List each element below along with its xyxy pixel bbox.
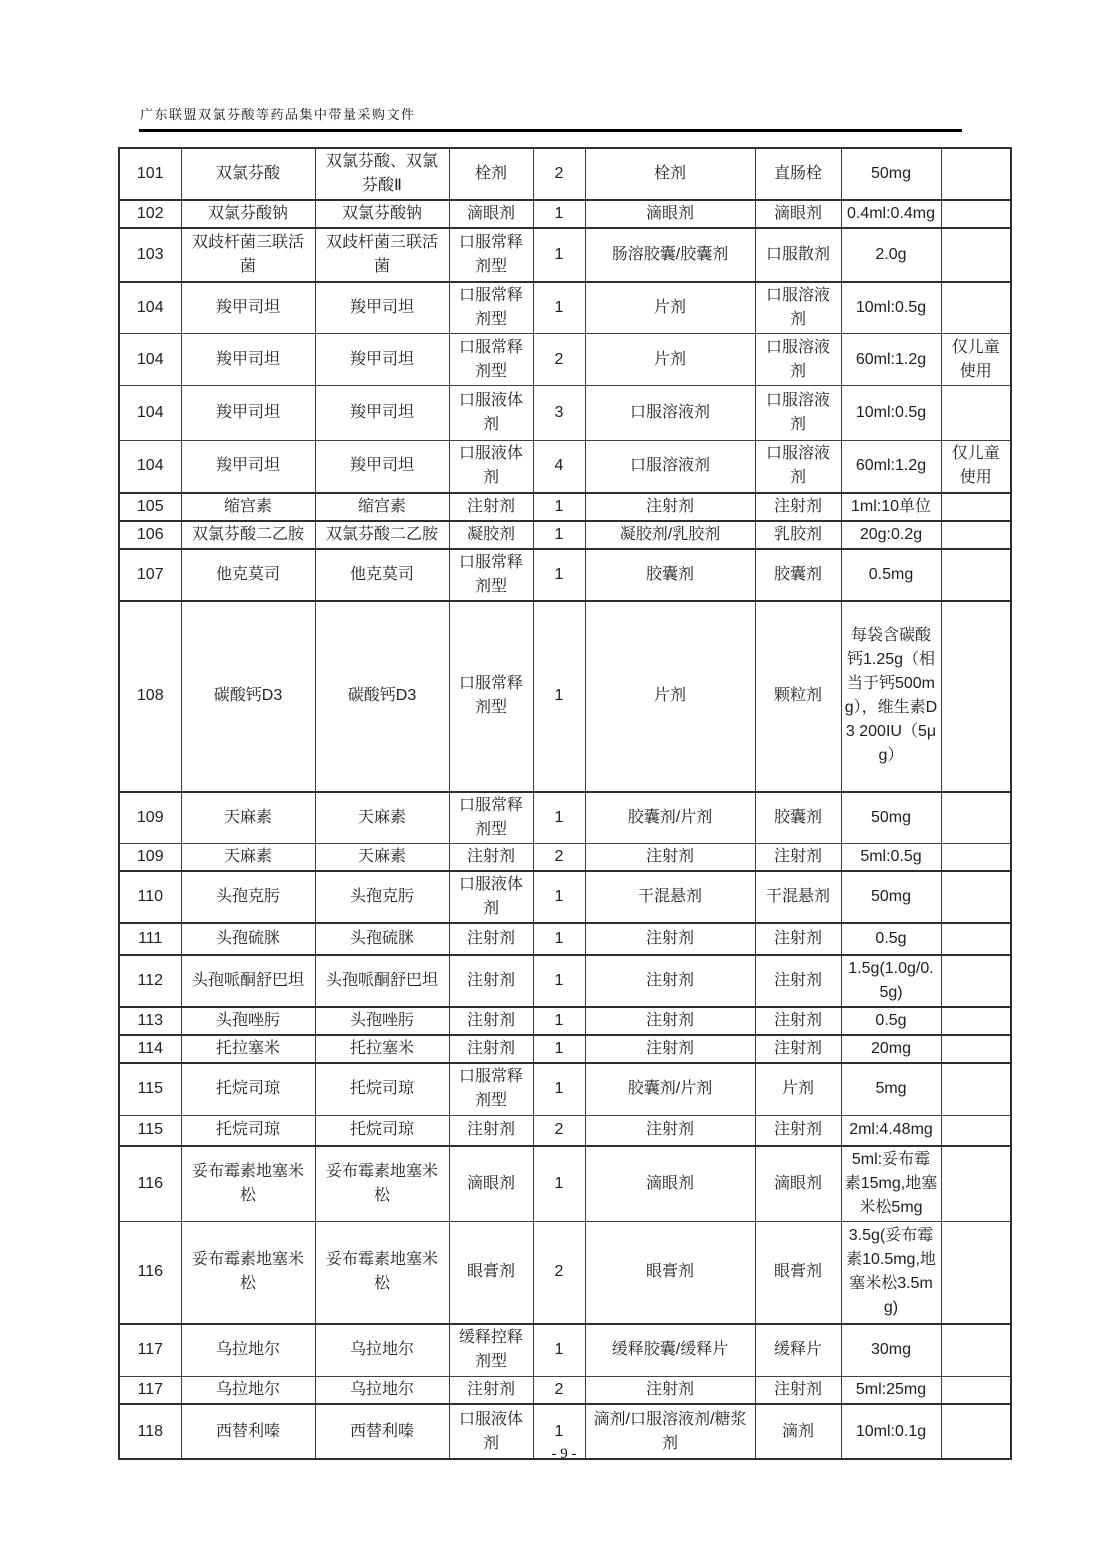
cell-sub_form: 口服溶液剂 [755,334,841,386]
cell-sub_form: 注射剂 [755,1035,841,1063]
cell-form_category: 注射剂 [449,955,533,1007]
cell-remark [941,521,1011,549]
cell-spec: 0.5mg [841,549,941,601]
table-row [119,1007,1011,1035]
table-row [119,493,1011,521]
cell-name2: 羧甲司坦 [315,282,449,334]
cell-name: 他克莫司 [181,549,315,601]
cell-seq: 1 [533,955,585,1007]
cell-remark [941,923,1011,955]
cell-name2: 双歧杆菌三联活菌 [315,228,449,282]
cell-seq: 1 [533,1146,585,1222]
cell-form: 干混悬剂 [585,871,755,923]
cell-form_category: 注射剂 [449,493,533,521]
cell-remark [941,1377,1011,1405]
cell-name2: 托烷司琼 [315,1063,449,1116]
table-row [119,871,1011,923]
cell-form: 注射剂 [585,923,755,955]
cell-remark [941,843,1011,871]
table-row [119,228,1011,282]
cell-form: 口服溶液剂 [585,386,755,441]
cell-remark [941,1116,1011,1146]
cell-no: 102 [119,200,181,228]
cell-sub_form: 口服溶液剂 [755,441,841,493]
cell-no: 104 [119,334,181,386]
cell-name: 双歧杆菌三联活菌 [181,228,315,282]
cell-name: 天麻素 [181,843,315,871]
cell-remark [941,386,1011,441]
cell-form_category: 口服常释剂型 [449,282,533,334]
cell-form_category: 注射剂 [449,1116,533,1146]
cell-no: 104 [119,441,181,493]
cell-seq: 2 [533,1116,585,1146]
cell-name2: 羧甲司坦 [315,334,449,386]
cell-no: 105 [119,493,181,521]
cell-form: 注射剂 [585,1035,755,1063]
cell-spec: 50mg [841,148,941,200]
cell-seq: 1 [533,601,585,792]
cell-form: 胶囊剂/片剂 [585,792,755,844]
cell-no: 101 [119,148,181,200]
cell-remark [941,1324,1011,1377]
cell-name: 头孢唑肟 [181,1007,315,1035]
table-row [119,200,1011,228]
cell-sub_form: 胶囊剂 [755,792,841,844]
cell-name2: 妥布霉素地塞米松 [315,1222,449,1324]
cell-remark [941,1007,1011,1035]
cell-form: 注射剂 [585,1116,755,1146]
cell-remark [941,1146,1011,1222]
table-row [119,1116,1011,1146]
table-row [119,441,1011,493]
table-row [119,1063,1011,1116]
cell-name: 西替利嗪 [181,1404,315,1459]
cell-seq: 1 [533,1007,585,1035]
cell-sub_form: 滴剂 [755,1404,841,1459]
cell-form: 胶囊剂/片剂 [585,1063,755,1116]
cell-seq: 1 [533,923,585,955]
cell-spec: 5mg [841,1063,941,1116]
cell-sub_form: 注射剂 [755,955,841,1007]
document-header-title: 广东联盟双氯芬酸等药品集中带量采购文件 [140,107,416,122]
cell-name2: 西替利嗪 [315,1404,449,1459]
cell-no: 104 [119,282,181,334]
cell-form: 注射剂 [585,955,755,1007]
cell-seq: 2 [533,1222,585,1324]
cell-remark [941,1222,1011,1324]
cell-spec: 每袋含碳酸钙1.25g（相当于钙500mg），维生素D3 200IU（5μg） [841,601,941,792]
cell-spec: 50mg [841,871,941,923]
cell-name: 托烷司琼 [181,1063,315,1116]
page-number: - 9 - [551,1446,577,1462]
cell-remark [941,148,1011,200]
cell-no: 108 [119,601,181,792]
cell-form: 口服溶液剂 [585,441,755,493]
cell-sub_form: 注射剂 [755,493,841,521]
cell-form_category: 注射剂 [449,1035,533,1063]
cell-name: 头孢克肟 [181,871,315,923]
cell-spec: 5ml:妥布霉素15mg,地塞米松5mg [841,1146,941,1222]
cell-form_category: 滴眼剂 [449,1146,533,1222]
cell-name2: 天麻素 [315,843,449,871]
cell-sub_form: 口服溶液剂 [755,282,841,334]
table-row [119,601,1011,792]
cell-remark [941,871,1011,923]
cell-spec: 60ml:1.2g [841,441,941,493]
cell-seq: 1 [533,282,585,334]
cell-no: 109 [119,843,181,871]
cell-name: 托拉塞米 [181,1035,315,1063]
table-row [119,282,1011,334]
cell-spec: 10ml:0.1g [841,1404,941,1459]
cell-form_category: 注射剂 [449,923,533,955]
cell-form_category: 口服液体剂 [449,1404,533,1459]
cell-name2: 羧甲司坦 [315,441,449,493]
cell-sub_form: 滴眼剂 [755,200,841,228]
cell-name2: 羧甲司坦 [315,386,449,441]
cell-seq: 2 [533,1377,585,1405]
cell-no: 112 [119,955,181,1007]
cell-seq: 1 [533,1404,585,1459]
cell-form_category: 栓剂 [449,148,533,200]
cell-no: 106 [119,521,181,549]
cell-form: 片剂 [585,334,755,386]
cell-name: 碳酸钙D3 [181,601,315,792]
cell-form: 栓剂 [585,148,755,200]
cell-name2: 天麻素 [315,792,449,844]
cell-name: 乌拉地尔 [181,1324,315,1377]
cell-seq: 1 [533,228,585,282]
cell-name2: 双氯芬酸钠 [315,200,449,228]
cell-form_category: 注射剂 [449,843,533,871]
cell-form_category: 口服常释剂型 [449,228,533,282]
cell-remark [941,792,1011,844]
cell-seq: 1 [533,1063,585,1116]
cell-form_category: 凝胶剂 [449,521,533,549]
cell-sub_form: 注射剂 [755,843,841,871]
cell-seq: 2 [533,148,585,200]
cell-remark [941,549,1011,601]
cell-form: 片剂 [585,601,755,792]
table-row [119,1222,1011,1324]
cell-no: 107 [119,549,181,601]
cell-no: 110 [119,871,181,923]
cell-sub_form: 注射剂 [755,923,841,955]
cell-name: 妥布霉素地塞米松 [181,1222,315,1324]
cell-form_category: 缓释控释剂型 [449,1324,533,1377]
cell-spec: 20g:0.2g [841,521,941,549]
cell-spec: 1ml:10单位 [841,493,941,521]
cell-name: 乌拉地尔 [181,1377,315,1405]
table-row [119,148,1011,200]
cell-name: 羧甲司坦 [181,334,315,386]
cell-name: 双氯芬酸二乙胺 [181,521,315,549]
table-row [119,549,1011,601]
cell-spec: 0.4ml:0.4mg [841,200,941,228]
cell-form: 注射剂 [585,843,755,871]
cell-sub_form: 注射剂 [755,1116,841,1146]
cell-sub_form: 眼膏剂 [755,1222,841,1324]
cell-name: 双氯芬酸 [181,148,315,200]
cell-form: 肠溶胶囊/胶囊剂 [585,228,755,282]
table-row [119,334,1011,386]
cell-no: 109 [119,792,181,844]
cell-name2: 头孢硫脒 [315,923,449,955]
table-row [119,923,1011,955]
cell-no: 118 [119,1404,181,1459]
cell-remark [941,282,1011,334]
cell-name2: 托拉塞米 [315,1035,449,1063]
cell-spec: 2ml:4.48mg [841,1116,941,1146]
cell-sub_form: 直肠栓 [755,148,841,200]
cell-sub_form: 片剂 [755,1063,841,1116]
cell-name2: 妥布霉素地塞米松 [315,1146,449,1222]
cell-sub_form: 胶囊剂 [755,549,841,601]
cell-name2: 乌拉地尔 [315,1377,449,1405]
header-rule [139,129,962,132]
cell-form_category: 口服常释剂型 [449,334,533,386]
cell-remark [941,955,1011,1007]
cell-form_category: 口服常释剂型 [449,601,533,792]
cell-form_category: 口服液体剂 [449,441,533,493]
cell-name2: 头孢唑肟 [315,1007,449,1035]
cell-name2: 双氯芬酸二乙胺 [315,521,449,549]
cell-seq: 1 [533,493,585,521]
cell-no: 103 [119,228,181,282]
cell-no: 115 [119,1063,181,1116]
cell-form_category: 注射剂 [449,1377,533,1405]
table-row [119,1324,1011,1377]
cell-seq: 1 [533,200,585,228]
cell-seq: 1 [533,792,585,844]
cell-spec: 3.5g(妥布霉素10.5mg,地塞米松3.5mg) [841,1222,941,1324]
cell-sub_form: 缓释片 [755,1324,841,1377]
cell-no: 117 [119,1324,181,1377]
cell-form: 注射剂 [585,1007,755,1035]
cell-seq: 1 [533,1035,585,1063]
table-row [119,386,1011,441]
table-row [119,1146,1011,1222]
cell-form_category: 口服液体剂 [449,386,533,441]
cell-seq: 2 [533,334,585,386]
cell-no: 104 [119,386,181,441]
cell-sub_form: 滴眼剂 [755,1146,841,1222]
cell-remark [941,200,1011,228]
cell-form_category: 口服常释剂型 [449,549,533,601]
cell-sub_form: 注射剂 [755,1007,841,1035]
cell-name2: 他克莫司 [315,549,449,601]
cell-remark [941,228,1011,282]
cell-sub_form: 口服散剂 [755,228,841,282]
cell-spec: 60ml:1.2g [841,334,941,386]
drug-table-body [119,148,1011,1459]
cell-seq: 4 [533,441,585,493]
cell-name2: 托烷司琼 [315,1116,449,1146]
cell-remark [941,601,1011,792]
cell-spec: 0.5g [841,923,941,955]
cell-name: 妥布霉素地塞米松 [181,1146,315,1222]
drug-table [118,147,1012,1460]
cell-seq: 3 [533,386,585,441]
cell-name: 缩宫素 [181,493,315,521]
cell-form: 凝胶剂/乳胶剂 [585,521,755,549]
cell-name: 天麻素 [181,792,315,844]
cell-no: 114 [119,1035,181,1063]
cell-seq: 1 [533,521,585,549]
cell-form: 滴眼剂 [585,1146,755,1222]
cell-name: 头孢硫脒 [181,923,315,955]
cell-remark [941,493,1011,521]
cell-no: 116 [119,1222,181,1324]
table-row [119,1035,1011,1063]
table-row [119,1377,1011,1405]
cell-name: 双氯芬酸钠 [181,200,315,228]
cell-name2: 头孢克肟 [315,871,449,923]
cell-name2: 双氯芬酸、双氯芬酸Ⅱ [315,148,449,200]
cell-spec: 10ml:0.5g [841,282,941,334]
cell-form: 注射剂 [585,1377,755,1405]
table-row [119,792,1011,844]
cell-spec: 1.5g(1.0g/0.5g) [841,955,941,1007]
cell-spec: 5ml:0.5g [841,843,941,871]
table-row [119,955,1011,1007]
cell-form_category: 滴眼剂 [449,200,533,228]
cell-spec: 20mg [841,1035,941,1063]
cell-form_category: 眼膏剂 [449,1222,533,1324]
cell-form: 片剂 [585,282,755,334]
cell-sub_form: 颗粒剂 [755,601,841,792]
cell-name: 托烷司琼 [181,1116,315,1146]
cell-form: 注射剂 [585,493,755,521]
cell-no: 115 [119,1116,181,1146]
cell-no: 111 [119,923,181,955]
cell-seq: 1 [533,1324,585,1377]
cell-form_category: 口服液体剂 [449,871,533,923]
cell-sub_form: 口服溶液剂 [755,386,841,441]
cell-form_category: 口服常释剂型 [449,1063,533,1116]
cell-name: 羧甲司坦 [181,441,315,493]
cell-seq: 1 [533,549,585,601]
cell-form: 眼膏剂 [585,1222,755,1324]
cell-no: 116 [119,1146,181,1222]
table-row [119,843,1011,871]
cell-name2: 缩宫素 [315,493,449,521]
cell-spec: 5ml:25mg [841,1377,941,1405]
cell-seq: 2 [533,843,585,871]
cell-sub_form: 干混悬剂 [755,871,841,923]
cell-spec: 50mg [841,792,941,844]
cell-form: 缓释胶囊/缓释片 [585,1324,755,1377]
cell-remark: 仅儿童使用 [941,334,1011,386]
cell-remark: 仅儿童使用 [941,441,1011,493]
cell-name2: 乌拉地尔 [315,1324,449,1377]
cell-sub_form: 乳胶剂 [755,521,841,549]
cell-form: 胶囊剂 [585,549,755,601]
table-row [119,521,1011,549]
cell-no: 113 [119,1007,181,1035]
cell-form: 滴眼剂 [585,200,755,228]
cell-name2: 碳酸钙D3 [315,601,449,792]
cell-spec: 2.0g [841,228,941,282]
cell-name: 羧甲司坦 [181,386,315,441]
cell-form_category: 注射剂 [449,1007,533,1035]
cell-spec: 30mg [841,1324,941,1377]
cell-form: 滴剂/口服溶液剂/糖浆剂 [585,1404,755,1459]
cell-name: 头孢哌酮舒巴坦 [181,955,315,1007]
cell-form_category: 口服常释剂型 [449,792,533,844]
cell-no: 117 [119,1377,181,1405]
cell-remark [941,1063,1011,1116]
cell-remark [941,1035,1011,1063]
cell-spec: 0.5g [841,1007,941,1035]
cell-seq: 1 [533,871,585,923]
cell-name: 羧甲司坦 [181,282,315,334]
cell-sub_form: 注射剂 [755,1377,841,1405]
cell-spec: 10ml:0.5g [841,386,941,441]
cell-name2: 头孢哌酮舒巴坦 [315,955,449,1007]
